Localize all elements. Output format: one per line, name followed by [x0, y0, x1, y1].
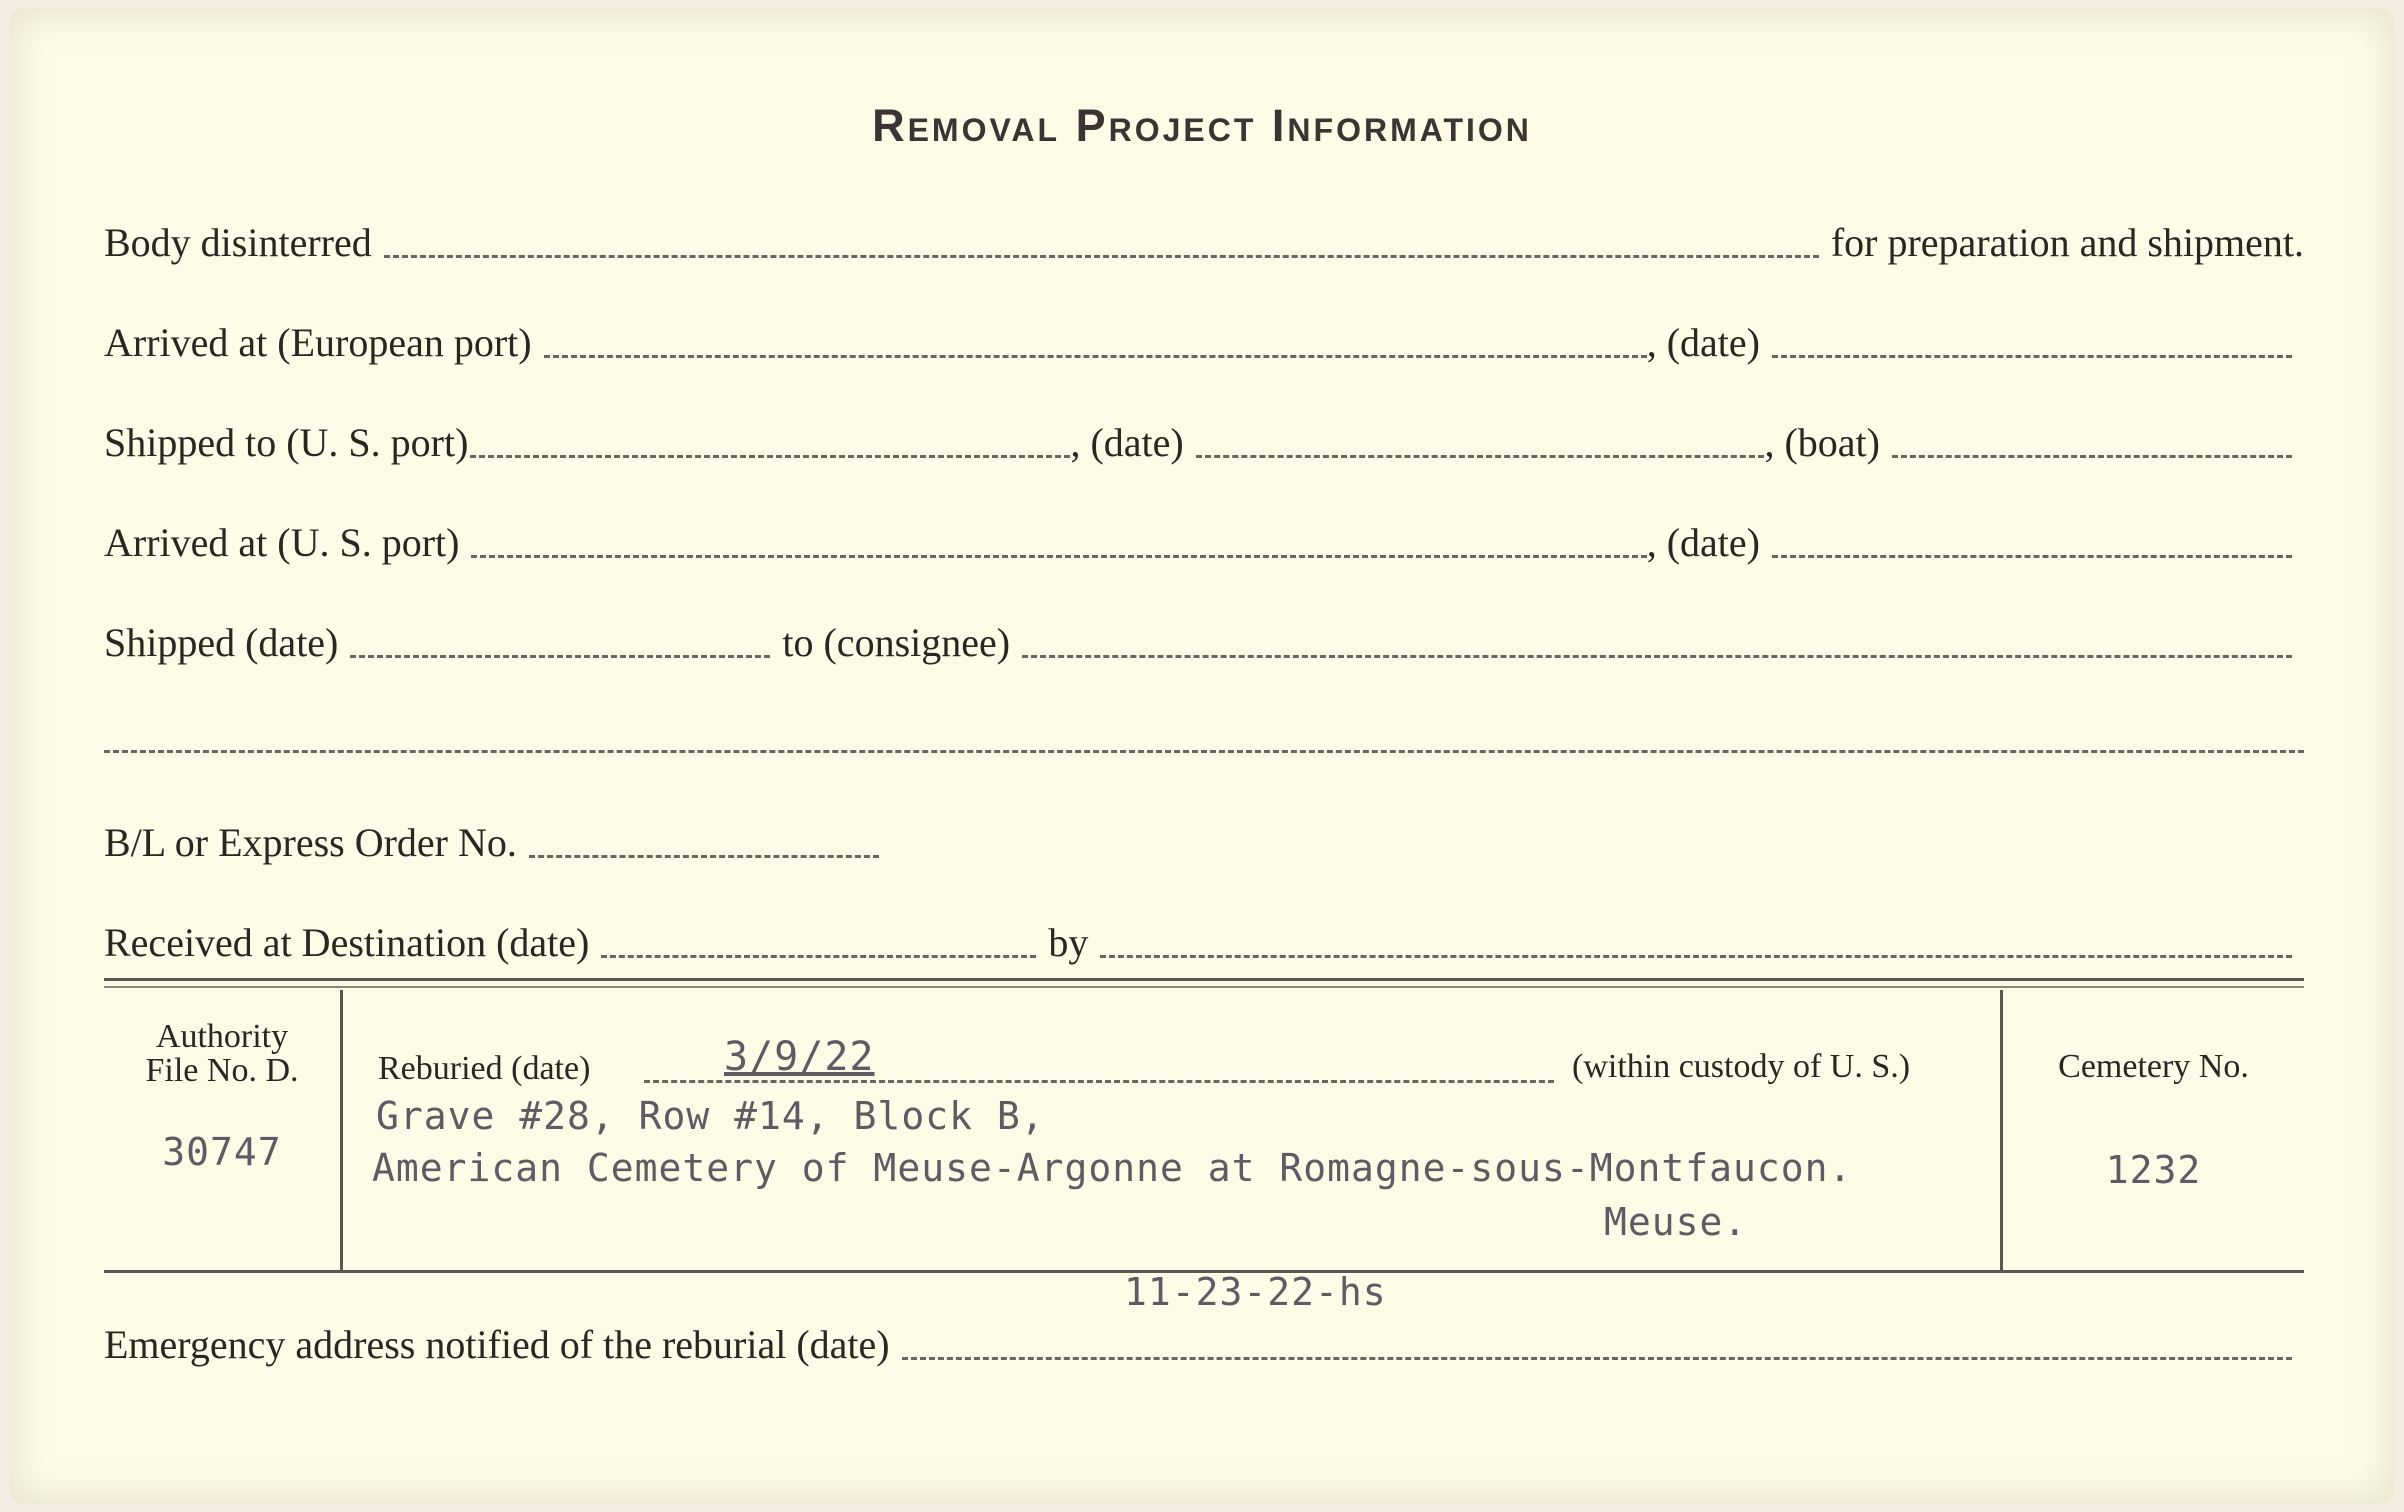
shipped-us-boat-field — [1892, 455, 2292, 458]
authority-label-line2: File No. D. — [145, 1052, 299, 1089]
authority-file-number: 30747 — [162, 1130, 282, 1174]
cemetery-number-value: 1232 — [2105, 1148, 2202, 1192]
custody-label: (within custody of U. S.) — [1572, 1048, 1911, 1085]
cemetery-number-label: Cemetery No. — [2058, 1048, 2249, 1085]
row-arrived-european — [104, 310, 2304, 370]
reburied-date-field — [644, 1080, 1554, 1083]
arrived-us-date-label: , (date) — [1646, 520, 1760, 565]
received-by-field — [1100, 955, 2292, 958]
emergency-date-field — [902, 1357, 2292, 1360]
row-bl-order — [104, 810, 2304, 870]
box-top-rule-1 — [104, 978, 2304, 981]
bl-order-label: B/L or Express Order No. — [104, 820, 517, 865]
preparation-shipment-label: for preparation and shipment. — [1830, 220, 2304, 265]
stamp-code: 11-23-22-hs — [1124, 1270, 1387, 1314]
shipped-us-label: Shipped to (U. S. port) — [104, 420, 469, 465]
form-title: Removal Project Information — [872, 100, 1532, 151]
shipped-us-port-field — [470, 455, 1070, 458]
body-disinterred-field — [384, 255, 1819, 258]
row-shipped-us — [104, 410, 2304, 470]
row-arrived-us — [104, 510, 2304, 570]
row-emergency — [104, 1312, 2304, 1372]
consignee-continuation-line — [104, 750, 2304, 753]
box-divider-left — [340, 990, 343, 1270]
arrived-us-date-field — [1772, 555, 2292, 558]
shipped-date-label: Shipped (date) — [104, 620, 339, 665]
arrived-us-port-field — [471, 555, 1646, 558]
arrived-european-port-field — [544, 355, 1647, 358]
shipped-date-field — [350, 655, 770, 658]
authority-label — [104, 1020, 340, 1088]
emergency-label: Emergency address notified of the reburial (date) — [104, 1322, 890, 1367]
authority-label-line1: Authority — [155, 1018, 289, 1055]
row-shipped — [104, 610, 2304, 670]
cemetery-name: American Cemetery of Meuse-Argonne at Romagne-sous-Montfaucon. — [372, 1146, 1853, 1190]
shipped-us-date-label: , (date) — [1070, 420, 1184, 465]
row-body-disinterred — [104, 210, 2304, 270]
box-top-rule-2 — [104, 986, 2304, 988]
row-received — [104, 910, 2304, 970]
received-by-label: by — [1048, 920, 1089, 965]
reburied-date-value: 3/9/22 — [724, 1034, 875, 1080]
reburial-box — [104, 990, 2304, 1270]
received-date-label: Received at Destination (date) — [104, 920, 590, 965]
bl-order-field — [529, 855, 879, 858]
reburied-date-label: Reburied (date) — [378, 1050, 591, 1087]
grave-location: Grave #28, Row #14, Block B, — [376, 1094, 1045, 1138]
shipped-us-boat-label: , (boat) — [1764, 420, 1880, 465]
received-date-field — [601, 955, 1036, 958]
box-divider-right — [2000, 990, 2003, 1270]
arrived-european-date-label: , (date) — [1646, 320, 1760, 365]
arrived-european-date-field — [1772, 355, 2292, 358]
cemetery-region: Meuse. — [1604, 1200, 1748, 1244]
body-disinterred-label: Body disinterred — [104, 220, 372, 265]
shipped-us-date-field — [1196, 455, 1765, 458]
consignee-label: to (consignee) — [782, 620, 1011, 665]
consignee-field — [1022, 655, 2292, 658]
arrived-us-label: Arrived at (U. S. port) — [104, 520, 460, 565]
arrived-european-label: Arrived at (European port) — [104, 320, 532, 365]
